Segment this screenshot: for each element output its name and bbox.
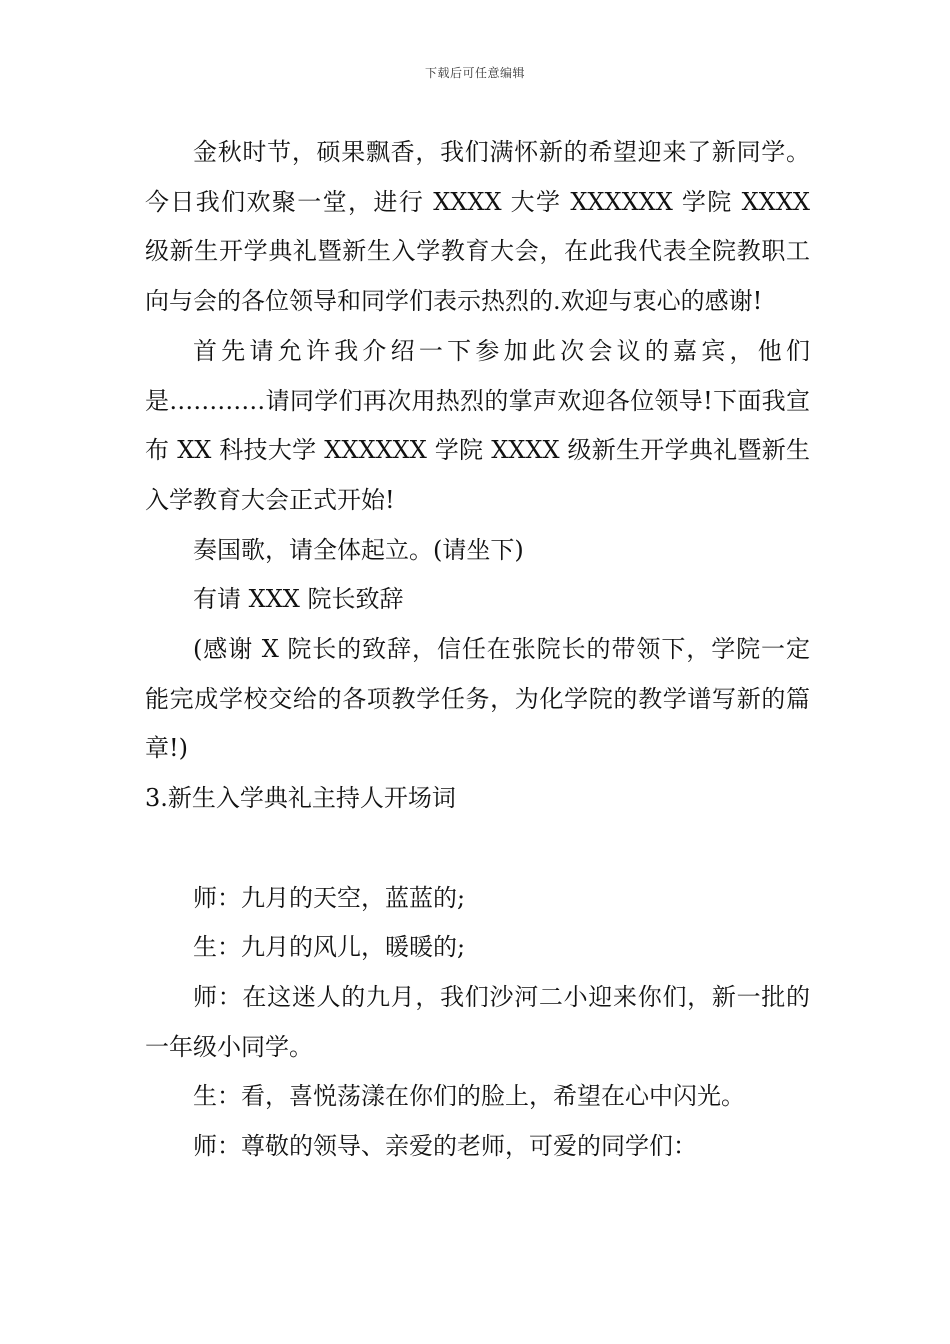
dialogue-line: 师：尊敬的领导、亲爱的老师，可爱的同学们： bbox=[193, 1132, 697, 1161]
dialogue-line: 生：九月的风儿，暖暖的; bbox=[193, 933, 466, 962]
document-body bbox=[145, 128, 810, 1172]
paragraph-anthem: 奏国歌，请全体起立。(请坐下) bbox=[193, 535, 524, 564]
dialogue-line: 师：九月的天空，蓝蓝的; bbox=[193, 883, 466, 912]
dialogue-line: 师：在这迷人的九月，我们沙河二小迎来你们，新一批的一年级小同学。 bbox=[145, 982, 810, 1061]
page-header: 下载后可任意编辑 bbox=[424, 66, 525, 80]
section-heading: 3.新生入学典礼主持人开场词 bbox=[145, 784, 456, 813]
paragraph-thanks: (感谢 X 院长的致辞，信任在张院长的带领下，学院一定能完成学校交给的各项教学任务，为化学院的教学谱写新的篇章!) bbox=[145, 635, 810, 763]
paragraph-welcome: 金秋时节，硕果飘香，我们满怀新的希望迎来了新同学。今日我们欢聚一堂，进行 XXXX 大学 XXXXXX 学院 XXXX 级新生开学典礼暨新生入学教育大会，在此我代表全院教职工向与会的各位领导和同学们表示热烈的.欢迎与衷心的感谢! bbox=[145, 138, 810, 316]
dialogue-line: 生：看，喜悦荡漾在你们的脸上，希望在心中闪光。 bbox=[193, 1082, 745, 1111]
blank-line bbox=[145, 824, 810, 874]
paragraph-dean-speech: 有请 XXX 院长致辞 bbox=[193, 585, 404, 614]
paragraph-guests: 首先请允许我介绍一下参加此次会议的嘉宾，他们是…………请同学们再次用热烈的掌声欢迎各位领导!下面我宣布 XX 科技大学 XXXXXX 学院 XXXX 级新生开学典礼暨新生入学教育大会正式开始! bbox=[145, 336, 810, 514]
